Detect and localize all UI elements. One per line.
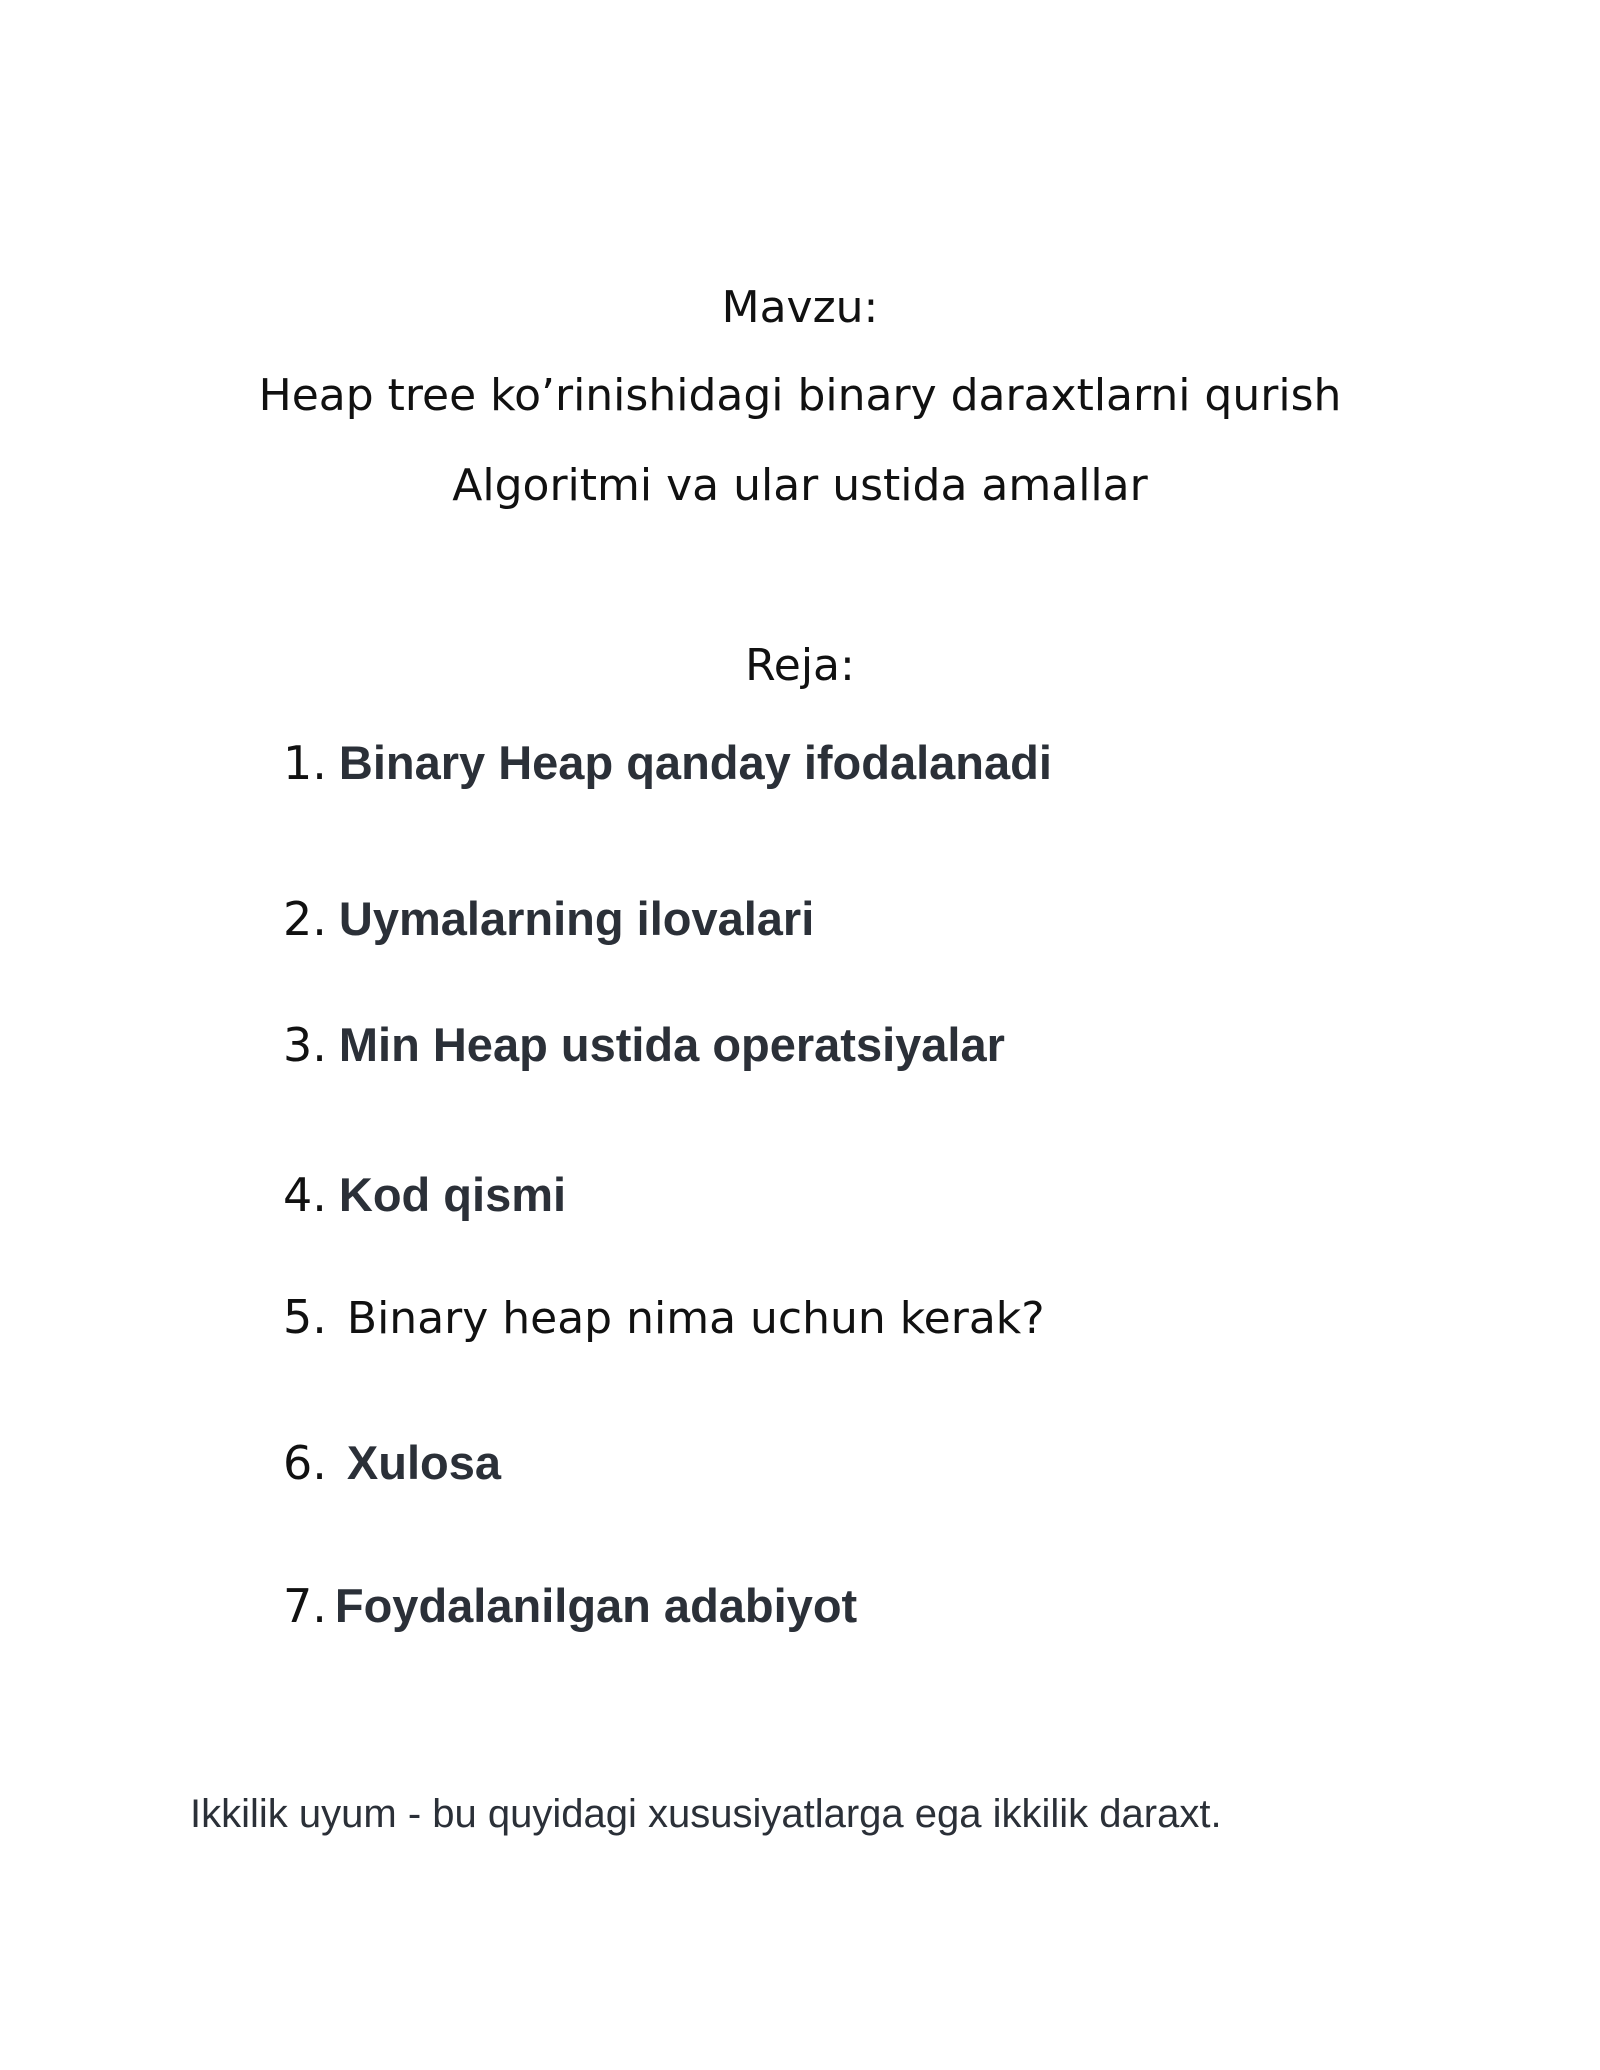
title-line-1: Heap tree ko’rinishidagi binary daraxtlarni qurish — [258, 370, 1342, 421]
plan-item-text: Xulosa — [346, 1436, 501, 1489]
plan-item-number: 4. — [283, 1168, 327, 1222]
plan-item-text: Binary Heap qanday ifodalanadi — [338, 736, 1052, 789]
plan-item-number: 3. — [283, 1018, 327, 1072]
topic-label: Mavzu: — [721, 282, 879, 333]
plan-item-number: 5. — [283, 1290, 327, 1344]
body-paragraph: Ikkilik uyum - bu quyidagi xususiyatlarga ega ikkilik daraxt. — [190, 1792, 1222, 1836]
plan-item-number: 6. — [283, 1436, 327, 1490]
plan-item-text: Min Heap ustida operatsiyalar — [338, 1018, 1005, 1071]
plan-heading: Reja: — [745, 640, 855, 691]
plan-item-4 — [283, 1167, 566, 1222]
plan-item-number: 7. — [283, 1579, 327, 1633]
title-line-2: Algoritmi va ular ustida amallar — [452, 460, 1148, 511]
plan-item-5 — [283, 1290, 1045, 1344]
plan-item-text: Foydalanilgan adabiyot — [334, 1579, 858, 1632]
plan-item-text: Binary heap nima uchun kerak? — [346, 1293, 1045, 1344]
plan-item-text: Kod qismi — [338, 1168, 567, 1221]
plan-item-2 — [283, 891, 814, 946]
plan-item-7 — [283, 1578, 857, 1633]
plan-item-3 — [283, 1017, 1005, 1072]
plan-item-1 — [283, 735, 1052, 790]
plan-item-text: Uymalarning ilovalari — [338, 892, 815, 945]
plan-item-number: 2. — [283, 892, 327, 946]
plan-item-number: 1. — [283, 736, 327, 790]
plan-item-6 — [283, 1435, 501, 1490]
